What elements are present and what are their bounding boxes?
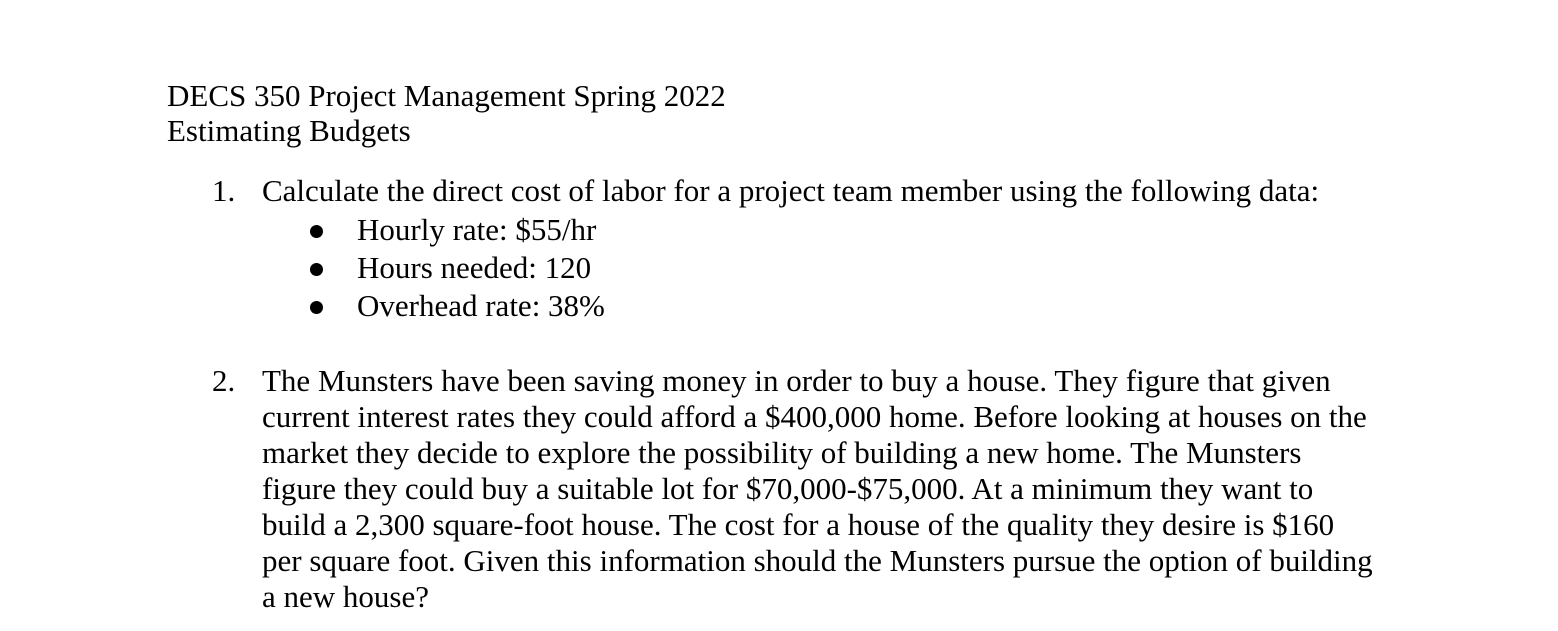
course-title: DECS 350 Project Management Spring 2022	[167, 78, 726, 113]
question-2-text	[262, 363, 1373, 615]
question-2-line: figure they could buy a suitable lot for $70,000-$75,000. At a minimum they want to	[262, 471, 1314, 506]
assignment-title: Estimating Budgets	[167, 113, 411, 148]
question-2-line: market they decide to explore the possibility of building a new home. The Munsters	[262, 435, 1302, 470]
bullet-item	[310, 250, 1110, 288]
bullet-icon	[310, 301, 323, 314]
question-2-number: 2.	[212, 363, 236, 398]
question-1-prompt: Calculate the direct cost of labor for a project team member using the following data:	[262, 173, 1320, 208]
question-2-line: a new house?	[262, 579, 429, 614]
question-2-line: The Munsters have been saving money in order to buy a house. They figure that given	[262, 363, 1331, 398]
question-2-line: current interest rates they could afford a $400,000 home. Before looking at houses on the	[262, 399, 1367, 434]
question-1-number: 1.	[212, 173, 236, 208]
bullet-item	[310, 212, 1110, 250]
bullet-icon	[310, 225, 323, 238]
bullet-text-overhead-rate: Overhead rate: 38%	[357, 288, 605, 323]
bullet-item	[310, 288, 1110, 326]
question-2-line: build a 2,300 square-foot house. The cost for a house of the quality they desire is $160	[262, 507, 1335, 542]
bullet-icon	[310, 263, 323, 276]
question-2-line: per square foot. Given this information should the Munsters pursue the option of building	[262, 543, 1373, 578]
bullet-text-hourly-rate: Hourly rate: $55/hr	[357, 212, 597, 247]
bullet-text-hours-needed: Hours needed: 120	[357, 250, 592, 285]
